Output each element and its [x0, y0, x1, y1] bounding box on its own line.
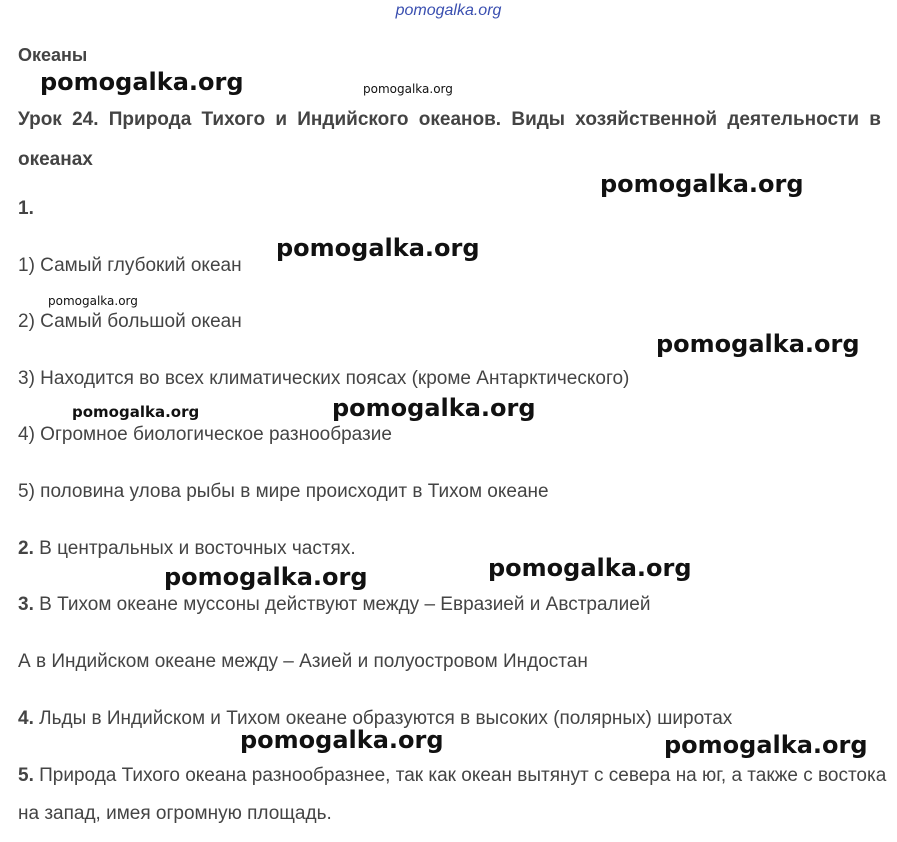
- task1-number: 1.: [18, 198, 34, 219]
- task3-number: 3.: [18, 594, 34, 615]
- watermark: pomogalka.org: [276, 234, 480, 262]
- watermark: pomogalka.org: [656, 330, 860, 358]
- watermark: pomogalka.org: [72, 403, 200, 421]
- watermark: pomogalka.org: [40, 68, 244, 96]
- task3: [18, 594, 650, 616]
- watermark: pomogalka.org: [664, 731, 868, 759]
- task2: [18, 538, 356, 560]
- task2-text: В центральных и восточных частях.: [33, 538, 356, 559]
- watermark: pomogalka.org: [48, 294, 138, 308]
- task5-text: Природа Тихого океана разнообразнее, так как океан вытянут с севера на юг, а также с востока на запад, имея огромную площадь.: [18, 765, 887, 824]
- section-title: Океаны: [18, 45, 88, 65]
- task4-number: 4.: [18, 708, 34, 729]
- watermark: pomogalka.org: [332, 394, 536, 422]
- task4-text: Льды в Индийском и Тихом океане образуются в высоких (полярных) широтах: [33, 708, 733, 729]
- task1-item-1: 1) Самый глубокий океан: [18, 255, 242, 276]
- task3-text: В Тихом океане муссоны действуют между – Евразией и Австралией: [33, 594, 651, 615]
- task1-item-5: 5) половина улова рыбы в мире происходит в Тихом океане: [18, 481, 549, 502]
- task1-item-4: 4) Огромное биологическое разнообразие: [18, 424, 392, 445]
- watermark: pomogalka.org: [488, 554, 692, 582]
- task3-continuation: А в Индийском океане между – Азией и полуостровом Индостан: [18, 651, 588, 672]
- task5-number: 5.: [18, 765, 34, 786]
- top-watermark: pomogalka.org: [395, 2, 502, 19]
- task5: [18, 757, 888, 833]
- watermark: pomogalka.org: [600, 170, 804, 198]
- task1-item-3: 3) Находится во всех климатических поясах (кроме Антарктического): [18, 368, 630, 389]
- watermark: pomogalka.org: [164, 563, 368, 591]
- task1-item-2: 2) Самый большой океан: [18, 311, 242, 332]
- watermark: pomogalka.org: [240, 726, 444, 754]
- watermark: pomogalka.org: [363, 82, 453, 96]
- task2-number: 2.: [18, 538, 34, 559]
- lesson-title: Урок 24. Природа Тихого и Индийского океанов. Виды хозяйственной деятельности в океанах: [18, 109, 881, 170]
